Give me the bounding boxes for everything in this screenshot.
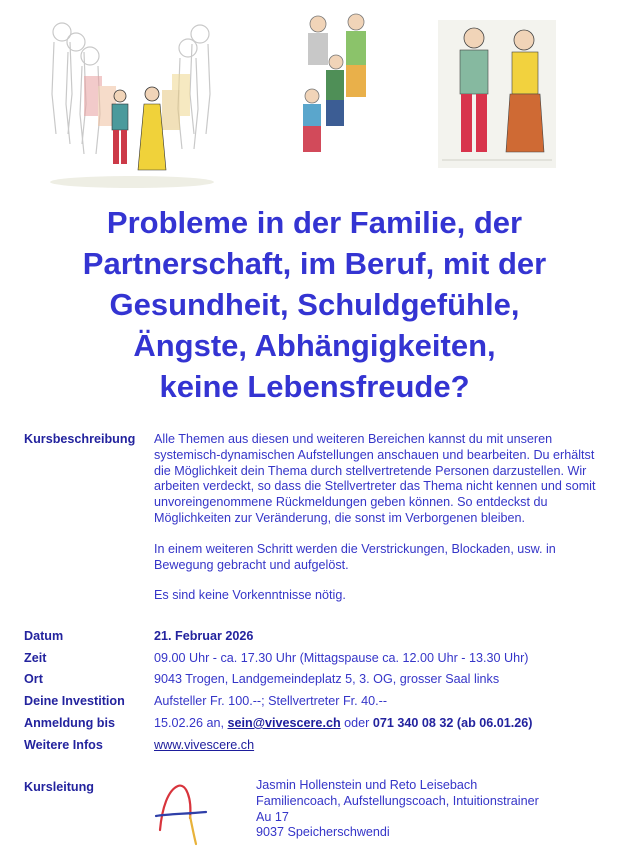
registration-email-link[interactable]: sein@vivescere.ch bbox=[227, 716, 341, 730]
date-value: 21. Februar 2026 bbox=[154, 629, 254, 643]
leader-city: 9037 Speicherschwendi bbox=[256, 825, 390, 840]
date-label: Datum bbox=[24, 629, 64, 643]
course-description-text bbox=[154, 432, 614, 604]
time-label: Zeit bbox=[24, 651, 47, 665]
headline bbox=[0, 202, 629, 407]
info-label: Weitere Infos bbox=[24, 738, 103, 752]
registration-phone: 071 340 08 32 (ab 06.01.26) bbox=[372, 716, 533, 730]
leader-street: Au 17 bbox=[256, 809, 289, 824]
leader-label: Kursleitung bbox=[24, 780, 94, 794]
website-link[interactable]: www.vivescere.ch bbox=[154, 738, 255, 752]
headline-line-4: Ängste, Abhängigkeiten, bbox=[133, 328, 496, 363]
time-value: 09.00 Uhr - ca. 17.30 Uhr (Mittagspause ca. 12.00 Uhr - 13.30 Uhr) bbox=[154, 651, 529, 665]
description-paragraph: Es sind keine Vorkenntnisse nötig. bbox=[154, 588, 346, 603]
leader-block bbox=[256, 778, 616, 841]
constellation-illustration-left bbox=[40, 14, 220, 190]
place-value: 9043 Trogen, Landgemeindeplatz 5, 3. OG, grosser Saal links bbox=[154, 672, 500, 686]
description-paragraph: Alle Themen aus diesen und weiteren Bereichen kannst du mit unseren systemisch-dynamischen Aufstellungen anschauen und bearbeiten. Du erhältst die Möglichkeit dein Thema durch stellvertretende Personen darzustellen. Wir arbeiten verdeckt, so dass die Stellvertreter das Thema nicht kennen und somit unvoreingenommene Rückmeldungen geben können. So entdeckst du Möglichkeiten zur Veränderung, die sonst im Verborgenen bleiben. bbox=[154, 432, 596, 525]
vivescere-logo bbox=[150, 778, 212, 848]
illustrations bbox=[0, 0, 629, 195]
place-label: Ort bbox=[24, 672, 43, 686]
registration-deadline: 15.02.26 an, bbox=[154, 716, 225, 730]
description-paragraph: In einem weiteren Schritt werden die Verstrickungen, Blockaden, usw. in Bewegung gebracht und aufgelöst. bbox=[154, 541, 556, 572]
headline-line-1: Probleme in der Familie, der bbox=[106, 205, 523, 240]
course-description-label: Kursbeschreibung bbox=[24, 432, 136, 446]
constellation-illustration-center bbox=[290, 10, 390, 160]
headline-line-3: Gesundheit, Schuldgefühle, bbox=[109, 287, 520, 322]
leader-names: Jasmin Hollenstein und Reto Leisebach bbox=[256, 778, 478, 792]
registration-value bbox=[154, 716, 614, 732]
leader-roles: Familiencoach, Aufstellungscoach, Intuitionstrainer bbox=[256, 793, 539, 808]
registration-label: Anmeldung bis bbox=[24, 716, 115, 730]
info-value bbox=[154, 738, 614, 754]
headline-line-2: Partnerschaft, im Beruf, mit der bbox=[82, 246, 547, 281]
investment-value: Aufsteller Fr. 100.--; Stellvertreter Fr. 40.-- bbox=[154, 694, 388, 708]
investment-label: Deine Investition bbox=[24, 694, 125, 708]
headline-line-5: keine Lebensfreude? bbox=[159, 369, 470, 404]
constellation-illustration-right bbox=[438, 20, 556, 168]
registration-connector: oder bbox=[344, 716, 370, 730]
